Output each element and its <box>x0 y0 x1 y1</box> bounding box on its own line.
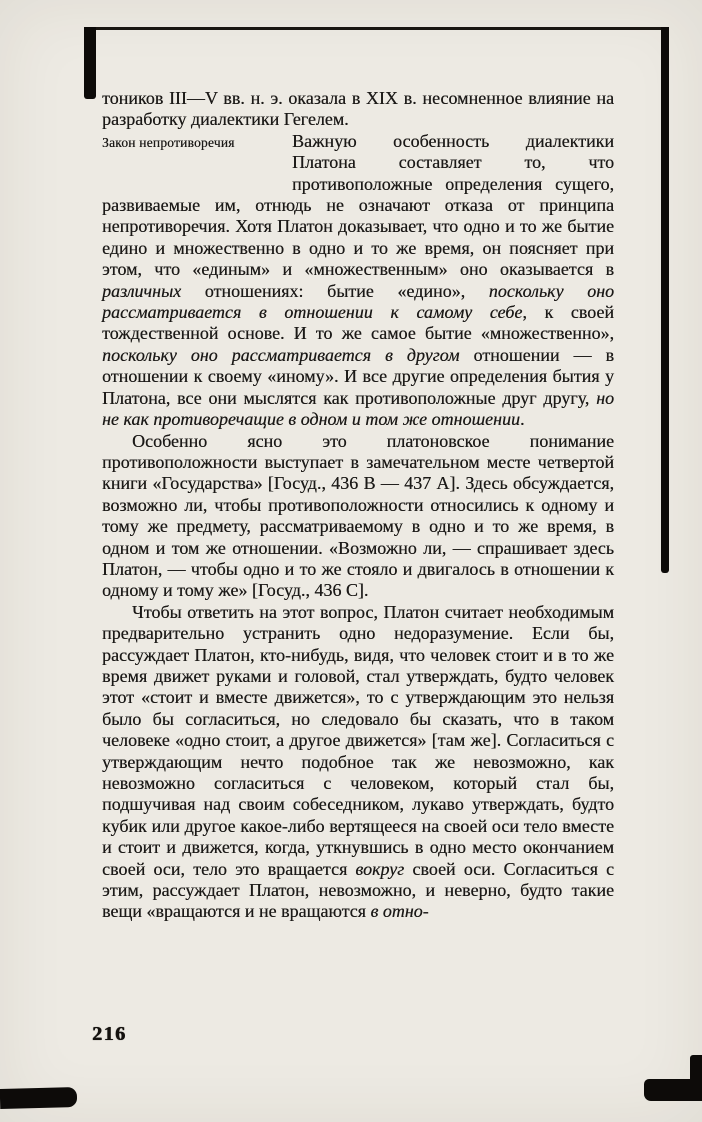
text-run: Важную особенность диалектики Платона составляет то, что противоположные определения сущего, развиваемые им, отнюдь не означают отказа от принципа непротиворечия. Хотя Платон доказывает, что одно и то же бытие едино и множественно в одно и то же время, он поясняет при этом, что «единым» и «множественным» оно оказывается в <box>102 130 614 280</box>
text-column <box>102 88 614 923</box>
italic-text-run: различных <box>102 280 182 301</box>
text-run: отношении — в отношении к своему «иному». И все другие определения бытия у Платона, все они мыслятся как противоположные друг другу, <box>102 344 614 408</box>
paragraph <box>102 88 614 131</box>
text-run: , к своей тождественной основе. И то же самое бытие «множественно», <box>102 302 614 344</box>
scan-artifact-bottom-right-blob <box>644 1079 702 1101</box>
paragraph <box>102 131 614 431</box>
italic-text-run: вокруг <box>355 858 405 879</box>
scan-artifact-top-left-bar <box>84 27 96 99</box>
italic-text-run: поскольку оно рассматривается в другом <box>102 344 460 365</box>
text-run: отношениях: бытие «едино», <box>181 280 489 301</box>
italic-text-run: но не как противоречащие в одном и том же отношении <box>102 387 614 430</box>
text-run: своей оси. Согласиться с этим, рассуждает Платон, невозможно, и неверно, будто такие вещи «вращаются и не вращаются <box>102 858 614 922</box>
side-heading: Закон непротиворечия <box>102 134 235 150</box>
text-run: . <box>519 409 525 430</box>
italic-text-run: поскольку оно рассматривается в отношении к самому себе <box>102 280 615 323</box>
scan-artifact-right-bar <box>661 27 669 573</box>
scan-artifact-top-rule <box>84 27 669 30</box>
paragraph <box>102 602 614 923</box>
italic-text-run: в отно- <box>370 901 429 922</box>
paragraph <box>102 431 614 602</box>
text-run: Чтобы ответить на этот вопрос, Платон считает необходимым предварительно устранить одно недоразумение. Если бы, рассуждает Платон, кто-нибудь, видя, что человек стоит и в то же время движет руками и головой, стал утверждать, будто человек этот «стоит и вместе движется», то с утверждающим это нельзя было бы согласиться, но следовало бы сказать, что в таком человеке «одно стоит, а другое движется» [там же]. Согласиться с утверждающим нечто подобное так же невозможно, как невозможно согласиться с человеком, который стал бы, подшучивая над своим собеседником, лукаво утверждать, будто кубик или другое какое-либо вертящееся на своей оси тело вместе и стоит и движется, когда, уткнувшись в одно место окончанием своей оси, тело это вращается <box>102 601 614 879</box>
page-number: 216 <box>92 1023 127 1045</box>
text-run: тоников III—V вв. н. э. оказала в XIX в. несомненное влияние на разработку диалектики Гегелем. <box>102 88 614 130</box>
text-run: Особенно ясно это платоновское понимание противоположности выступает в замечательном месте четвертой книги «Государства» [Госуд., 436 В — 437 А]. Здесь обсуждается, возможно ли, чтобы противоположности относились к одному и тому же предмету, рассматриваемому в одно и то же время, в одном и том же отношении. «Возможно ли, — спрашивает здесь Платон, — чтобы одно и то же стояло и двигалось в отношении к одному и тому же» [Госуд., 436 С]. <box>102 430 614 601</box>
scan-artifact-bottom-left-blob <box>0 1087 77 1109</box>
